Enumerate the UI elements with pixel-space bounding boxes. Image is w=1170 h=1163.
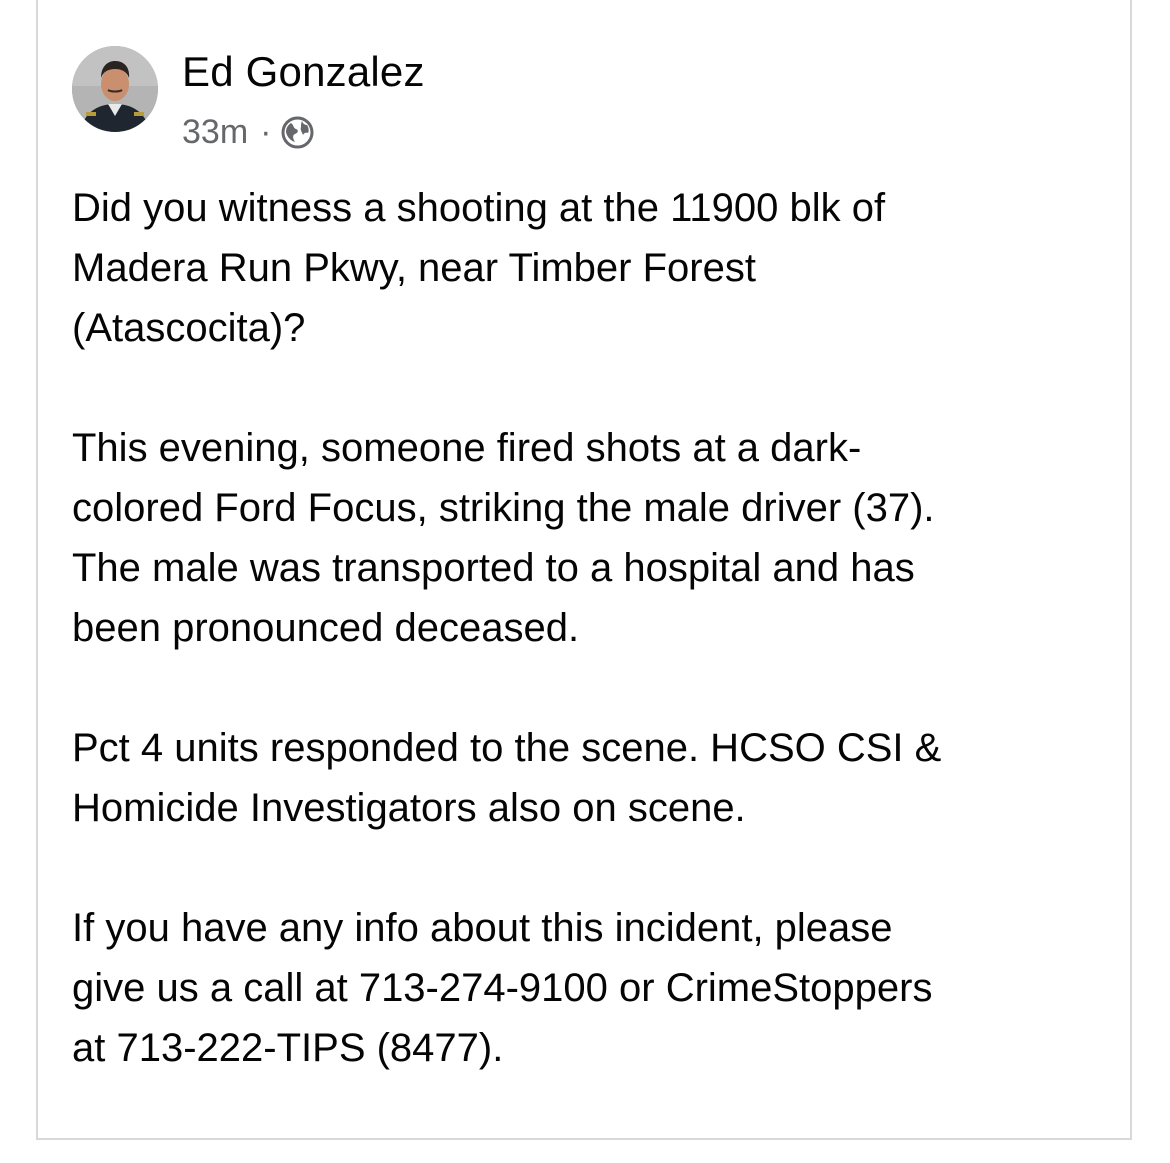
post-paragraph: If you have any info about this incident, please give us a call at 713-274-9100 or CrimeStoppers at 713-222-TIPS (8477). bbox=[72, 906, 933, 1070]
meta-separator: · bbox=[260, 112, 272, 151]
post-body bbox=[72, 178, 1112, 1078]
globe-icon bbox=[281, 116, 314, 149]
post-meta bbox=[182, 110, 314, 154]
post-timestamp[interactable]: 33m bbox=[182, 112, 249, 151]
post-paragraph: Pct 4 units responded to the scene. HCSO CSI & Homicide Investigators also on scene. bbox=[72, 726, 942, 830]
profile-photo-icon bbox=[72, 46, 158, 132]
avatar[interactable] bbox=[72, 46, 158, 132]
post-paragraph: This evening, someone fired shots at a dark- colored Ford Focus, striking the male driver (37). The male was transported to a hospital and has been pronounced deceased. bbox=[72, 426, 935, 650]
post-paragraph: Did you witness a shooting at the 11900 blk of Madera Run Pkwy, near Timber Forest (Atascocita)? bbox=[72, 186, 886, 350]
author-name[interactable]: Ed Gonzalez bbox=[182, 48, 425, 95]
